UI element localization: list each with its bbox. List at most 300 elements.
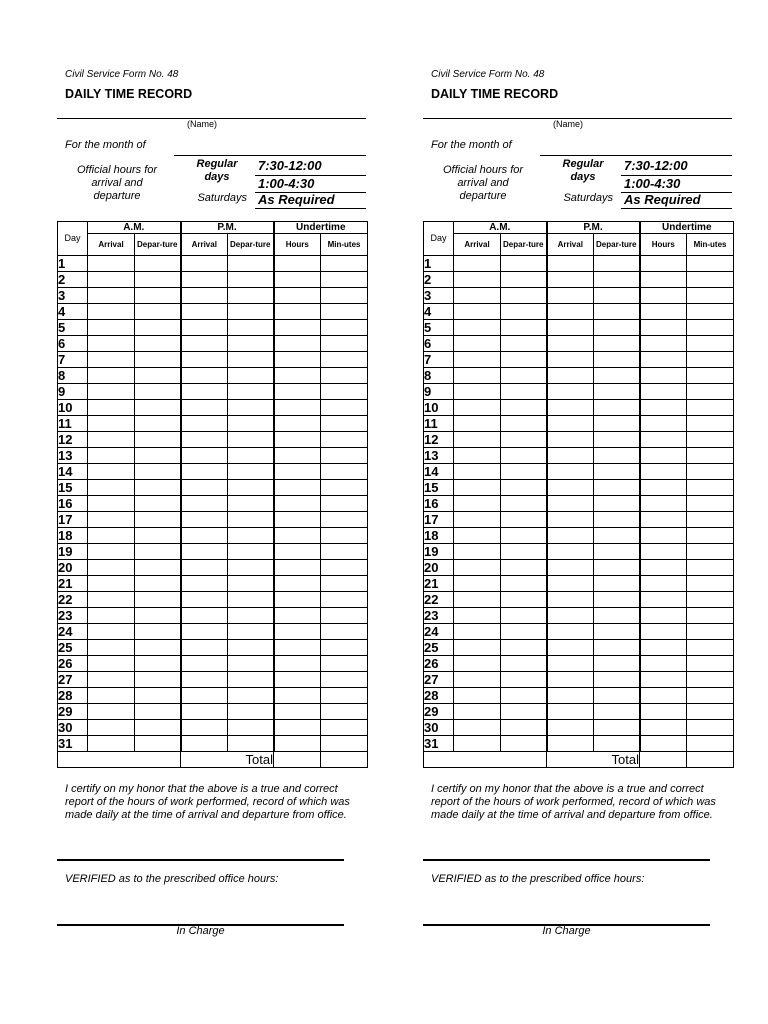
am-departure-cell[interactable] <box>135 512 181 528</box>
undertime-minutes-cell[interactable] <box>321 608 368 624</box>
pm-departure-cell[interactable] <box>594 544 640 560</box>
undertime-minutes-cell[interactable] <box>687 448 734 464</box>
pm-departure-cell[interactable] <box>228 320 274 336</box>
am-departure-cell[interactable] <box>501 704 547 720</box>
pm-arrival-cell[interactable] <box>181 288 228 304</box>
undertime-hours-cell[interactable] <box>274 656 321 672</box>
am-arrival-cell[interactable] <box>88 480 135 496</box>
pm-departure-cell[interactable] <box>228 432 274 448</box>
pm-departure-cell[interactable] <box>594 480 640 496</box>
undertime-hours-cell[interactable] <box>640 560 687 576</box>
undertime-hours-cell[interactable] <box>640 544 687 560</box>
pm-departure-cell[interactable] <box>228 272 274 288</box>
am-departure-cell[interactable] <box>501 464 547 480</box>
pm-departure-cell[interactable] <box>594 464 640 480</box>
undertime-minutes-cell[interactable] <box>321 416 368 432</box>
am-arrival-cell[interactable] <box>454 400 501 416</box>
pm-arrival-cell[interactable] <box>181 560 228 576</box>
am-departure-cell[interactable] <box>501 336 547 352</box>
undertime-minutes-cell[interactable] <box>321 368 368 384</box>
undertime-minutes-cell[interactable] <box>687 320 734 336</box>
undertime-minutes-cell[interactable] <box>321 720 368 736</box>
undertime-minutes-cell[interactable] <box>321 304 368 320</box>
undertime-minutes-cell[interactable] <box>687 400 734 416</box>
am-departure-cell[interactable] <box>501 416 547 432</box>
undertime-hours-cell[interactable] <box>640 528 687 544</box>
am-departure-cell[interactable] <box>135 304 181 320</box>
pm-arrival-cell[interactable] <box>547 512 594 528</box>
am-departure-cell[interactable] <box>135 688 181 704</box>
am-arrival-cell[interactable] <box>88 576 135 592</box>
undertime-minutes-cell[interactable] <box>687 368 734 384</box>
pm-departure-cell[interactable] <box>228 672 274 688</box>
am-arrival-cell[interactable] <box>88 592 135 608</box>
am-arrival-cell[interactable] <box>88 640 135 656</box>
am-arrival-cell[interactable] <box>88 496 135 512</box>
undertime-hours-cell[interactable] <box>640 464 687 480</box>
pm-departure-cell[interactable] <box>594 560 640 576</box>
am-arrival-cell[interactable] <box>88 736 135 752</box>
am-departure-cell[interactable] <box>135 400 181 416</box>
pm-arrival-cell[interactable] <box>547 608 594 624</box>
undertime-minutes-cell[interactable] <box>687 656 734 672</box>
undertime-hours-cell[interactable] <box>640 480 687 496</box>
pm-arrival-cell[interactable] <box>181 640 228 656</box>
pm-departure-cell[interactable] <box>594 304 640 320</box>
am-departure-cell[interactable] <box>135 496 181 512</box>
am-arrival-cell[interactable] <box>454 592 501 608</box>
undertime-hours-cell[interactable] <box>274 688 321 704</box>
am-departure-cell[interactable] <box>501 576 547 592</box>
pm-arrival-cell[interactable] <box>547 416 594 432</box>
undertime-minutes-cell[interactable] <box>687 272 734 288</box>
pm-arrival-cell[interactable] <box>547 480 594 496</box>
pm-arrival-cell[interactable] <box>547 368 594 384</box>
undertime-minutes-cell[interactable] <box>687 640 734 656</box>
am-departure-cell[interactable] <box>501 480 547 496</box>
undertime-hours-cell[interactable] <box>274 512 321 528</box>
am-departure-cell[interactable] <box>135 624 181 640</box>
pm-departure-cell[interactable] <box>228 288 274 304</box>
undertime-minutes-cell[interactable] <box>687 464 734 480</box>
am-arrival-cell[interactable] <box>454 320 501 336</box>
pm-departure-cell[interactable] <box>594 608 640 624</box>
undertime-hours-cell[interactable] <box>274 304 321 320</box>
pm-arrival-cell[interactable] <box>181 464 228 480</box>
am-departure-cell[interactable] <box>501 496 547 512</box>
pm-departure-cell[interactable] <box>228 464 274 480</box>
undertime-minutes-cell[interactable] <box>321 624 368 640</box>
undertime-minutes-cell[interactable] <box>321 512 368 528</box>
pm-arrival-cell[interactable] <box>181 704 228 720</box>
pm-departure-cell[interactable] <box>228 560 274 576</box>
undertime-hours-cell[interactable] <box>640 352 687 368</box>
pm-departure-cell[interactable] <box>594 432 640 448</box>
am-departure-cell[interactable] <box>135 432 181 448</box>
pm-arrival-cell[interactable] <box>547 736 594 752</box>
undertime-hours-cell[interactable] <box>274 672 321 688</box>
undertime-hours-cell[interactable] <box>640 608 687 624</box>
undertime-hours-cell[interactable] <box>274 368 321 384</box>
am-departure-cell[interactable] <box>501 736 547 752</box>
pm-departure-cell[interactable] <box>228 416 274 432</box>
pm-departure-cell[interactable] <box>228 480 274 496</box>
undertime-hours-cell[interactable] <box>640 656 687 672</box>
undertime-hours-cell[interactable] <box>274 544 321 560</box>
pm-arrival-cell[interactable] <box>181 448 228 464</box>
am-arrival-cell[interactable] <box>88 272 135 288</box>
am-arrival-cell[interactable] <box>454 416 501 432</box>
undertime-hours-cell[interactable] <box>640 416 687 432</box>
undertime-hours-cell[interactable] <box>274 336 321 352</box>
pm-arrival-cell[interactable] <box>547 704 594 720</box>
am-arrival-cell[interactable] <box>88 608 135 624</box>
pm-departure-cell[interactable] <box>594 672 640 688</box>
pm-arrival-cell[interactable] <box>547 672 594 688</box>
undertime-minutes-cell[interactable] <box>321 704 368 720</box>
am-arrival-cell[interactable] <box>88 368 135 384</box>
pm-arrival-cell[interactable] <box>547 336 594 352</box>
pm-arrival-cell[interactable] <box>547 448 594 464</box>
undertime-minutes-cell[interactable] <box>687 384 734 400</box>
am-arrival-cell[interactable] <box>454 720 501 736</box>
undertime-minutes-cell[interactable] <box>321 320 368 336</box>
am-arrival-cell[interactable] <box>454 704 501 720</box>
pm-arrival-cell[interactable] <box>547 624 594 640</box>
undertime-hours-cell[interactable] <box>640 320 687 336</box>
am-arrival-cell[interactable] <box>88 400 135 416</box>
pm-arrival-cell[interactable] <box>181 384 228 400</box>
pm-arrival-cell[interactable] <box>181 688 228 704</box>
pm-arrival-cell[interactable] <box>181 736 228 752</box>
pm-arrival-cell[interactable] <box>547 320 594 336</box>
pm-departure-cell[interactable] <box>228 608 274 624</box>
am-departure-cell[interactable] <box>501 352 547 368</box>
am-departure-cell[interactable] <box>135 704 181 720</box>
undertime-hours-cell[interactable] <box>640 672 687 688</box>
undertime-hours-cell[interactable] <box>640 272 687 288</box>
pm-arrival-cell[interactable] <box>181 528 228 544</box>
undertime-minutes-cell[interactable] <box>321 528 368 544</box>
undertime-hours-cell[interactable] <box>274 576 321 592</box>
pm-departure-cell[interactable] <box>228 640 274 656</box>
am-departure-cell[interactable] <box>501 608 547 624</box>
undertime-hours-cell[interactable] <box>274 608 321 624</box>
pm-arrival-cell[interactable] <box>181 400 228 416</box>
am-arrival-cell[interactable] <box>88 352 135 368</box>
pm-arrival-cell[interactable] <box>181 720 228 736</box>
undertime-hours-cell[interactable] <box>274 624 321 640</box>
pm-departure-cell[interactable] <box>594 512 640 528</box>
undertime-hours-cell[interactable] <box>640 704 687 720</box>
undertime-minutes-cell[interactable] <box>687 688 734 704</box>
undertime-hours-cell[interactable] <box>274 720 321 736</box>
am-arrival-cell[interactable] <box>88 432 135 448</box>
am-departure-cell[interactable] <box>501 432 547 448</box>
undertime-minutes-cell[interactable] <box>687 736 734 752</box>
undertime-hours-cell[interactable] <box>274 272 321 288</box>
am-departure-cell[interactable] <box>135 720 181 736</box>
undertime-minutes-cell[interactable] <box>687 592 734 608</box>
pm-departure-cell[interactable] <box>228 496 274 512</box>
pm-departure-cell[interactable] <box>594 576 640 592</box>
am-arrival-cell[interactable] <box>454 544 501 560</box>
undertime-hours-cell[interactable] <box>274 528 321 544</box>
am-departure-cell[interactable] <box>501 320 547 336</box>
undertime-minutes-cell[interactable] <box>321 592 368 608</box>
undertime-minutes-cell[interactable] <box>321 288 368 304</box>
undertime-minutes-cell[interactable] <box>687 672 734 688</box>
pm-arrival-cell[interactable] <box>547 544 594 560</box>
pm-departure-cell[interactable] <box>594 352 640 368</box>
pm-arrival-cell[interactable] <box>547 640 594 656</box>
pm-departure-cell[interactable] <box>228 736 274 752</box>
total-minutes-cell[interactable] <box>321 752 368 768</box>
undertime-minutes-cell[interactable] <box>687 480 734 496</box>
undertime-minutes-cell[interactable] <box>687 336 734 352</box>
undertime-hours-cell[interactable] <box>274 256 321 272</box>
pm-departure-cell[interactable] <box>594 256 640 272</box>
am-arrival-cell[interactable] <box>88 416 135 432</box>
undertime-minutes-cell[interactable] <box>321 432 368 448</box>
am-arrival-cell[interactable] <box>88 384 135 400</box>
am-arrival-cell[interactable] <box>88 256 135 272</box>
undertime-minutes-cell[interactable] <box>687 720 734 736</box>
undertime-minutes-cell[interactable] <box>687 288 734 304</box>
pm-departure-cell[interactable] <box>228 352 274 368</box>
pm-departure-cell[interactable] <box>228 512 274 528</box>
am-departure-cell[interactable] <box>501 592 547 608</box>
am-departure-cell[interactable] <box>135 576 181 592</box>
am-departure-cell[interactable] <box>501 528 547 544</box>
pm-departure-cell[interactable] <box>594 624 640 640</box>
pm-departure-cell[interactable] <box>594 656 640 672</box>
am-arrival-cell[interactable] <box>454 624 501 640</box>
undertime-hours-cell[interactable] <box>640 512 687 528</box>
undertime-hours-cell[interactable] <box>274 480 321 496</box>
am-departure-cell[interactable] <box>135 448 181 464</box>
am-arrival-cell[interactable] <box>88 512 135 528</box>
undertime-hours-cell[interactable] <box>640 688 687 704</box>
pm-arrival-cell[interactable] <box>547 352 594 368</box>
am-arrival-cell[interactable] <box>88 688 135 704</box>
am-arrival-cell[interactable] <box>88 720 135 736</box>
am-departure-cell[interactable] <box>135 560 181 576</box>
undertime-hours-cell[interactable] <box>274 640 321 656</box>
am-arrival-cell[interactable] <box>454 384 501 400</box>
pm-departure-cell[interactable] <box>594 368 640 384</box>
undertime-minutes-cell[interactable] <box>687 432 734 448</box>
pm-departure-cell[interactable] <box>228 400 274 416</box>
am-arrival-cell[interactable] <box>88 448 135 464</box>
pm-departure-cell[interactable] <box>594 528 640 544</box>
am-departure-cell[interactable] <box>501 448 547 464</box>
pm-arrival-cell[interactable] <box>547 256 594 272</box>
undertime-minutes-cell[interactable] <box>687 528 734 544</box>
pm-arrival-cell[interactable] <box>547 656 594 672</box>
undertime-minutes-cell[interactable] <box>687 608 734 624</box>
pm-departure-cell[interactable] <box>228 592 274 608</box>
am-arrival-cell[interactable] <box>454 272 501 288</box>
am-arrival-cell[interactable] <box>454 480 501 496</box>
am-departure-cell[interactable] <box>501 304 547 320</box>
pm-departure-cell[interactable] <box>594 416 640 432</box>
am-departure-cell[interactable] <box>501 560 547 576</box>
am-departure-cell[interactable] <box>135 384 181 400</box>
am-arrival-cell[interactable] <box>454 336 501 352</box>
pm-departure-cell[interactable] <box>594 688 640 704</box>
am-arrival-cell[interactable] <box>88 464 135 480</box>
am-arrival-cell[interactable] <box>454 528 501 544</box>
undertime-hours-cell[interactable] <box>274 736 321 752</box>
am-departure-cell[interactable] <box>135 528 181 544</box>
am-arrival-cell[interactable] <box>454 560 501 576</box>
am-arrival-cell[interactable] <box>454 512 501 528</box>
am-departure-cell[interactable] <box>501 624 547 640</box>
pm-arrival-cell[interactable] <box>181 672 228 688</box>
am-departure-cell[interactable] <box>501 640 547 656</box>
pm-departure-cell[interactable] <box>594 336 640 352</box>
am-arrival-cell[interactable] <box>454 352 501 368</box>
pm-departure-cell[interactable] <box>228 720 274 736</box>
am-departure-cell[interactable] <box>135 336 181 352</box>
pm-arrival-cell[interactable] <box>181 256 228 272</box>
am-arrival-cell[interactable] <box>88 544 135 560</box>
pm-departure-cell[interactable] <box>228 576 274 592</box>
am-arrival-cell[interactable] <box>88 288 135 304</box>
undertime-hours-cell[interactable] <box>274 704 321 720</box>
total-minutes-cell[interactable] <box>687 752 734 768</box>
am-departure-cell[interactable] <box>135 352 181 368</box>
pm-arrival-cell[interactable] <box>547 432 594 448</box>
undertime-minutes-cell[interactable] <box>687 624 734 640</box>
undertime-hours-cell[interactable] <box>640 496 687 512</box>
pm-departure-cell[interactable] <box>594 592 640 608</box>
am-departure-cell[interactable] <box>135 368 181 384</box>
undertime-hours-cell[interactable] <box>640 720 687 736</box>
am-arrival-cell[interactable] <box>454 288 501 304</box>
pm-departure-cell[interactable] <box>228 368 274 384</box>
pm-departure-cell[interactable] <box>228 656 274 672</box>
am-arrival-cell[interactable] <box>454 304 501 320</box>
am-departure-cell[interactable] <box>501 720 547 736</box>
am-arrival-cell[interactable] <box>454 368 501 384</box>
undertime-minutes-cell[interactable] <box>321 560 368 576</box>
pm-departure-cell[interactable] <box>228 256 274 272</box>
am-departure-cell[interactable] <box>135 608 181 624</box>
pm-departure-cell[interactable] <box>594 400 640 416</box>
pm-arrival-cell[interactable] <box>181 416 228 432</box>
am-departure-cell[interactable] <box>135 272 181 288</box>
am-departure-cell[interactable] <box>501 544 547 560</box>
pm-departure-cell[interactable] <box>228 384 274 400</box>
pm-arrival-cell[interactable] <box>181 656 228 672</box>
pm-arrival-cell[interactable] <box>181 592 228 608</box>
undertime-minutes-cell[interactable] <box>321 272 368 288</box>
pm-arrival-cell[interactable] <box>181 576 228 592</box>
pm-departure-cell[interactable] <box>594 288 640 304</box>
am-departure-cell[interactable] <box>135 288 181 304</box>
am-departure-cell[interactable] <box>501 512 547 528</box>
pm-arrival-cell[interactable] <box>181 608 228 624</box>
am-arrival-cell[interactable] <box>454 496 501 512</box>
undertime-hours-cell[interactable] <box>274 320 321 336</box>
pm-arrival-cell[interactable] <box>181 496 228 512</box>
undertime-minutes-cell[interactable] <box>321 672 368 688</box>
pm-departure-cell[interactable] <box>594 448 640 464</box>
am-arrival-cell[interactable] <box>454 464 501 480</box>
am-departure-cell[interactable] <box>501 656 547 672</box>
pm-departure-cell[interactable] <box>228 704 274 720</box>
pm-departure-cell[interactable] <box>594 704 640 720</box>
undertime-hours-cell[interactable] <box>640 592 687 608</box>
month-line[interactable] <box>174 155 366 156</box>
pm-arrival-cell[interactable] <box>547 496 594 512</box>
am-departure-cell[interactable] <box>135 320 181 336</box>
pm-arrival-cell[interactable] <box>181 320 228 336</box>
undertime-hours-cell[interactable] <box>640 432 687 448</box>
undertime-hours-cell[interactable] <box>274 352 321 368</box>
pm-departure-cell[interactable] <box>228 528 274 544</box>
am-departure-cell[interactable] <box>135 416 181 432</box>
pm-arrival-cell[interactable] <box>547 464 594 480</box>
undertime-minutes-cell[interactable] <box>687 352 734 368</box>
employee-signature-line[interactable] <box>423 859 710 861</box>
undertime-hours-cell[interactable] <box>640 368 687 384</box>
undertime-minutes-cell[interactable] <box>687 704 734 720</box>
pm-arrival-cell[interactable] <box>181 272 228 288</box>
pm-departure-cell[interactable] <box>594 720 640 736</box>
undertime-hours-cell[interactable] <box>640 448 687 464</box>
am-departure-cell[interactable] <box>135 640 181 656</box>
undertime-hours-cell[interactable] <box>274 400 321 416</box>
pm-arrival-cell[interactable] <box>547 288 594 304</box>
am-departure-cell[interactable] <box>501 288 547 304</box>
undertime-minutes-cell[interactable] <box>321 448 368 464</box>
am-departure-cell[interactable] <box>135 656 181 672</box>
am-arrival-cell[interactable] <box>88 528 135 544</box>
undertime-minutes-cell[interactable] <box>687 560 734 576</box>
pm-departure-cell[interactable] <box>228 304 274 320</box>
pm-arrival-cell[interactable] <box>547 400 594 416</box>
am-departure-cell[interactable] <box>135 672 181 688</box>
undertime-minutes-cell[interactable] <box>687 496 734 512</box>
undertime-hours-cell[interactable] <box>640 400 687 416</box>
pm-arrival-cell[interactable] <box>547 592 594 608</box>
undertime-hours-cell[interactable] <box>640 288 687 304</box>
pm-departure-cell[interactable] <box>228 336 274 352</box>
undertime-minutes-cell[interactable] <box>321 496 368 512</box>
undertime-minutes-cell[interactable] <box>321 544 368 560</box>
undertime-minutes-cell[interactable] <box>321 400 368 416</box>
am-arrival-cell[interactable] <box>88 624 135 640</box>
am-departure-cell[interactable] <box>135 592 181 608</box>
am-arrival-cell[interactable] <box>88 704 135 720</box>
am-arrival-cell[interactable] <box>454 672 501 688</box>
am-departure-cell[interactable] <box>501 368 547 384</box>
am-arrival-cell[interactable] <box>454 608 501 624</box>
am-arrival-cell[interactable] <box>454 656 501 672</box>
undertime-hours-cell[interactable] <box>640 624 687 640</box>
am-arrival-cell[interactable] <box>454 432 501 448</box>
undertime-hours-cell[interactable] <box>274 448 321 464</box>
pm-arrival-cell[interactable] <box>547 528 594 544</box>
am-departure-cell[interactable] <box>501 672 547 688</box>
am-arrival-cell[interactable] <box>454 448 501 464</box>
pm-departure-cell[interactable] <box>594 272 640 288</box>
am-arrival-cell[interactable] <box>88 304 135 320</box>
undertime-hours-cell[interactable] <box>640 640 687 656</box>
